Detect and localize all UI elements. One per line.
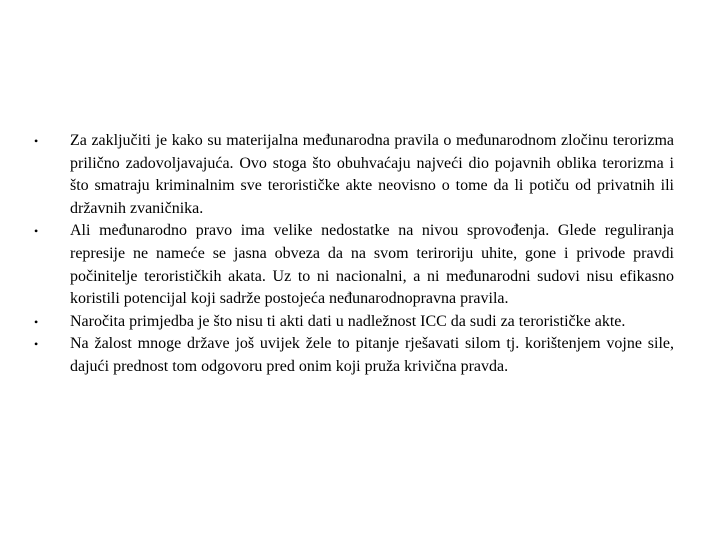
bullet-item-2 bbox=[34, 220, 674, 310]
bullet-text: Ali međunarodno pravo ima velike nedostatke na nivou sprovođenja. Glede reguliranja represije ne nameće se jasna obveza da na svom teriroriju uhite, gone i privode pravdi počinitelje terorističkih akata. Uz to ni nacionalni, a ni međunarodni sudovi nisu efikasno koristili potencijal koji sadrže postojeća neđunarodnopravna pravila. bbox=[70, 222, 674, 308]
bullet-item-3 bbox=[34, 311, 674, 334]
bullet-list bbox=[34, 130, 674, 379]
bullet-icon: • bbox=[34, 337, 39, 352]
bullet-text: Na žalost mnoge države još uvijek žele to pitanje rješavati silom tj. korištenjem vojne sile, dajući prednost tom odgovoru pred onim koji pruža krivična pravda. bbox=[70, 335, 674, 375]
bullet-icon: • bbox=[34, 314, 39, 329]
bullet-text: Naročita primjedba je što nisu ti akti dati u nadležnost ICC da sudi za terorističke akte. bbox=[70, 312, 626, 330]
bullet-item-1 bbox=[34, 130, 674, 220]
bullet-icon: • bbox=[34, 224, 39, 239]
bullet-item-4 bbox=[34, 333, 674, 378]
bullet-icon: • bbox=[34, 134, 39, 148]
bullet-text: Za zaključiti je kako su materijalna međunarodna pravila o međunarodnom zločinu terorizma prilično zadovoljavajuća. Ovo stoga što obuhvaćaju najveći dio pojavnih oblika terorizma i što smatraju kriminalnim sve terorističke akte neovisno o tome da li potiču od privatnih ili državnih zvaničnika. bbox=[70, 132, 674, 217]
